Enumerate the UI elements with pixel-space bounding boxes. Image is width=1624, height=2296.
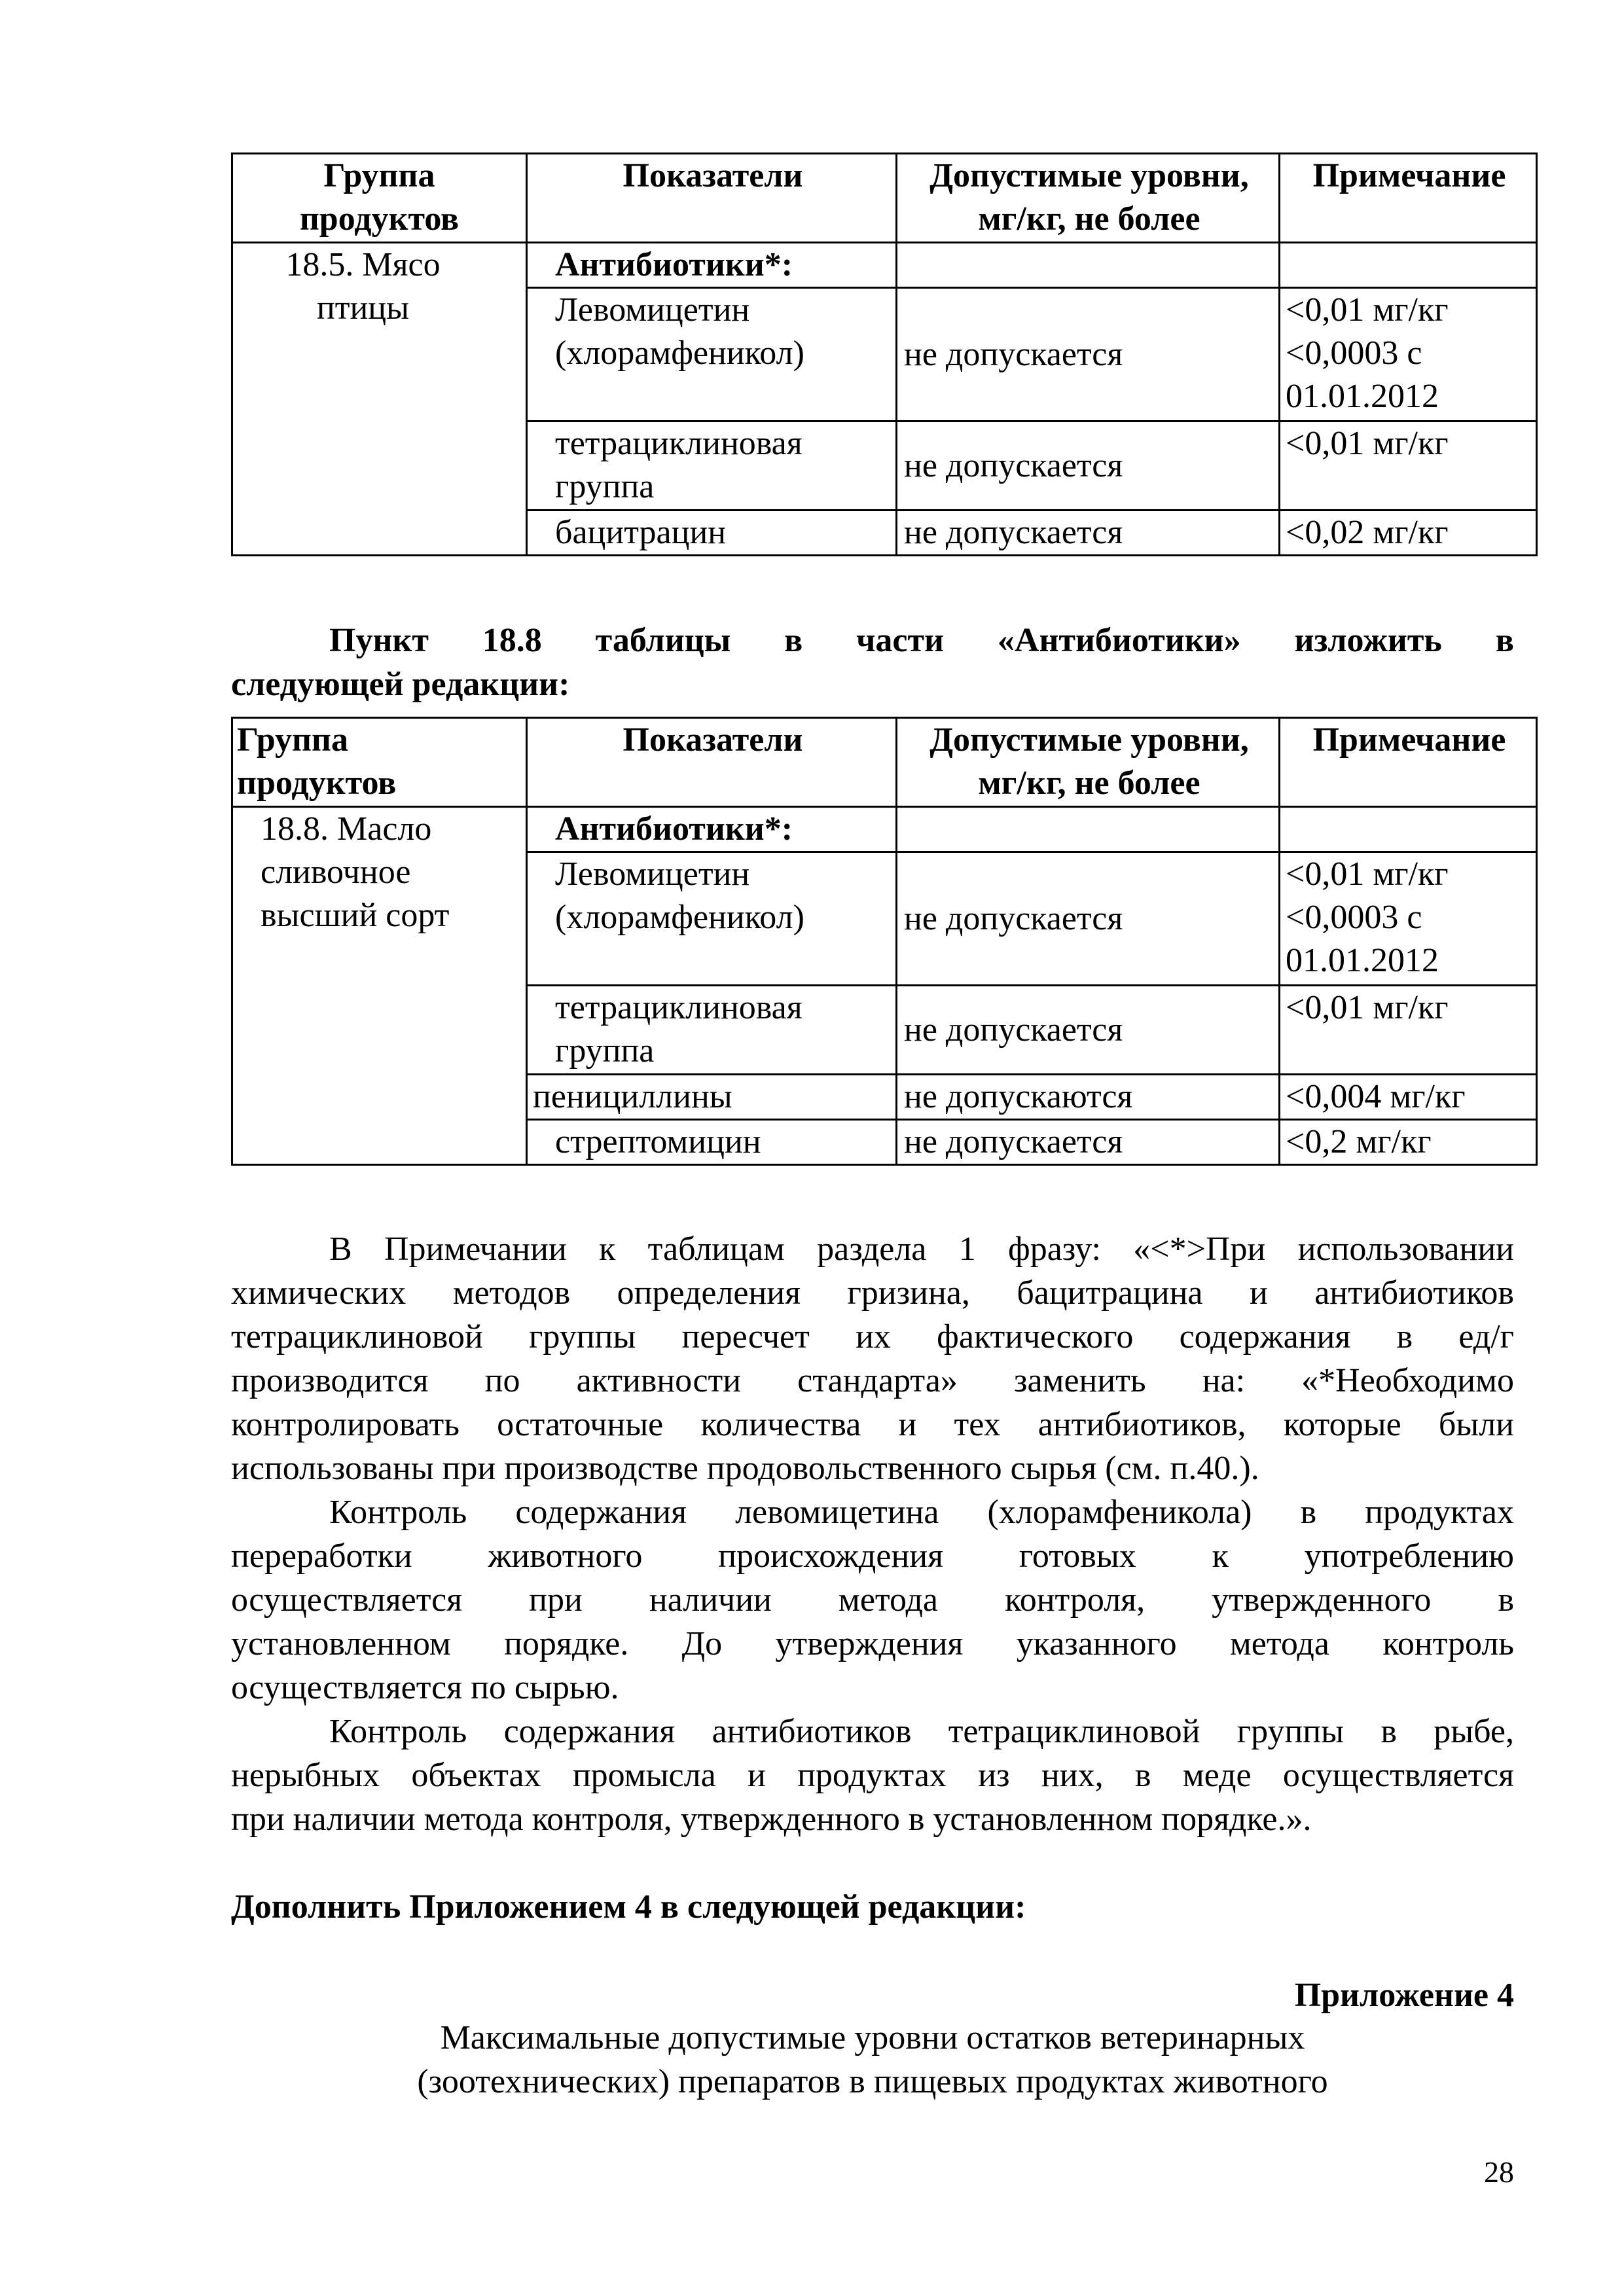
paragraph-line: при наличии метода контроля, утвержденного в установленном порядке.».: [231, 1801, 1312, 1838]
heading-line-1: [231, 619, 1514, 662]
header-levels: Допустимые уровни, мг/кг, не более: [897, 718, 1280, 807]
empty-cell: [897, 807, 1280, 852]
heading-word: «Антибиотики»: [997, 622, 1241, 659]
heading-word: 18.8: [482, 622, 542, 659]
paragraph-line: Контроль содержания левомицетина (хлорамфеникола) в продуктах: [329, 1494, 1514, 1531]
level-cell: не допускается: [897, 1120, 1280, 1165]
heading-word: в: [1495, 622, 1514, 659]
note-cell: [1280, 422, 1537, 511]
paragraph-line: осуществляется по сырью.: [231, 1669, 619, 1706]
indicator-cell: стрептомицин: [527, 1120, 897, 1165]
level-cell: не допускается: [897, 422, 1280, 511]
note-line: <0,01 мг/кг: [1286, 989, 1449, 1026]
note-line: <0,01 мг/кг: [1286, 425, 1449, 462]
header-note: Примечание: [1280, 154, 1537, 243]
supplement-heading: Дополнить Приложением 4 в следующей редакции:: [231, 1888, 1026, 1926]
empty-cell: [1280, 807, 1537, 852]
note-line: <0,0003 с: [1286, 899, 1422, 936]
table-18-8: [231, 717, 1538, 1166]
group-name: 18.5. Мясо птицы: [232, 243, 527, 556]
header-group: Группа продуктов: [232, 718, 527, 807]
heading-word: Пункт: [329, 622, 429, 659]
indicator-cell: тетрациклиновая группа: [527, 422, 897, 511]
section-label: Антибиотики*:: [527, 243, 897, 288]
paragraph-line: тетрациклиновой группы пересчет их фактического содержания в ед/г: [231, 1318, 1514, 1355]
heading-18-8: [231, 619, 1514, 706]
level-cell: не допускаются: [897, 1075, 1280, 1120]
note-line: <0,01 мг/кг: [1286, 855, 1449, 893]
note-cell: [1280, 511, 1537, 556]
note-cell: [1280, 852, 1537, 986]
heading-word: части: [856, 622, 945, 659]
paragraph-tetracycline: [231, 1710, 1514, 1841]
note-cell: [1280, 1075, 1537, 1120]
level-cell: не допускается: [897, 852, 1280, 986]
paragraph-line: нерыбных объектах промысла и продуктах из них, в меде осуществляется: [231, 1757, 1514, 1794]
appendix-title-line: Максимальные допустимые уровни остатков ветеринарных: [440, 2019, 1305, 2056]
level-cell: не допускается: [897, 511, 1280, 556]
group-name: 18.8. Масло сливочное высший сорт: [232, 807, 527, 1165]
empty-cell: [1280, 243, 1537, 288]
paragraph-line: осуществляется при наличии метода контроля, утвержденного в: [231, 1581, 1514, 1619]
paragraph-line: Контроль содержания антибиотиков тетрациклиновой группы в рыбе,: [329, 1713, 1514, 1750]
note-cell: [1280, 288, 1537, 422]
paragraph-line: установленном порядке. До утверждения указанного метода контроль: [231, 1625, 1514, 1662]
appendix-title: [231, 2016, 1514, 2104]
header-note: Примечание: [1280, 718, 1537, 807]
appendix-title-line: (зоотехнических) препаратов в пищевых продуктах животного: [417, 2063, 1328, 2100]
note-line: 01.01.2012: [1286, 378, 1439, 415]
heading-line-2: следующей редакции:: [231, 666, 570, 703]
heading-word: таблицы: [595, 622, 731, 659]
note-line: <0,2 мг/кг: [1286, 1123, 1432, 1160]
page-number: 28: [1484, 2155, 1514, 2189]
table-18-5: [231, 152, 1538, 556]
paragraph-line: использованы при производстве продовольственного сырья (см. п.40.).: [231, 1450, 1259, 1487]
table-header-row: [232, 154, 1537, 243]
paragraph-line: контролировать остаточные количества и тех антибиотиков, которые были: [231, 1406, 1514, 1443]
paragraph-line: переработки животного происхождения готовых к употреблению: [231, 1537, 1514, 1575]
section-label: Антибиотики*:: [527, 807, 897, 852]
note-line: <0,02 мг/кг: [1286, 514, 1449, 551]
table-header-row: [232, 718, 1537, 807]
table-row: [232, 807, 1537, 852]
indicator-cell: Левомицетин (хлорамфеникол): [527, 288, 897, 422]
note-line: 01.01.2012: [1286, 942, 1439, 979]
header-group: Группа продуктов: [232, 154, 527, 243]
paragraph-chloramphenicol: [231, 1490, 1514, 1710]
indicator-cell: бацитрацин: [527, 511, 897, 556]
note-cell: [1280, 986, 1537, 1075]
indicator-cell: Левомицетин (хлорамфеникол): [527, 852, 897, 986]
note-line: <0,0003 с: [1286, 334, 1422, 372]
paragraph-note-replacement: [231, 1227, 1514, 1490]
indicator-cell: пенициллины: [527, 1075, 897, 1120]
empty-cell: [897, 243, 1280, 288]
header-indicators: Показатели: [527, 154, 897, 243]
paragraph-line: химических методов определения гризина, бацитрацина и антибиотиков: [231, 1274, 1514, 1312]
indicator-cell: тетрациклиновая группа: [527, 986, 897, 1075]
level-cell: не допускается: [897, 288, 1280, 422]
heading-word: в: [784, 622, 803, 659]
heading-word: изложить: [1294, 622, 1442, 659]
appendix-label: Приложение 4: [1294, 1977, 1514, 2014]
header-indicators: Показатели: [527, 718, 897, 807]
note-cell: [1280, 1120, 1537, 1165]
header-levels: Допустимые уровни, мг/кг, не более: [897, 154, 1280, 243]
note-line: <0,004 мг/кг: [1286, 1078, 1466, 1115]
level-cell: не допускается: [897, 986, 1280, 1075]
paragraph-line: В Примечании к таблицам раздела 1 фразу: «<*>При использовании: [329, 1230, 1514, 1268]
paragraph-line: производится по активности стандарта» заменить на: «*Необходимо: [231, 1362, 1514, 1399]
note-line: <0,01 мг/кг: [1286, 291, 1449, 329]
table-row: [232, 243, 1537, 288]
